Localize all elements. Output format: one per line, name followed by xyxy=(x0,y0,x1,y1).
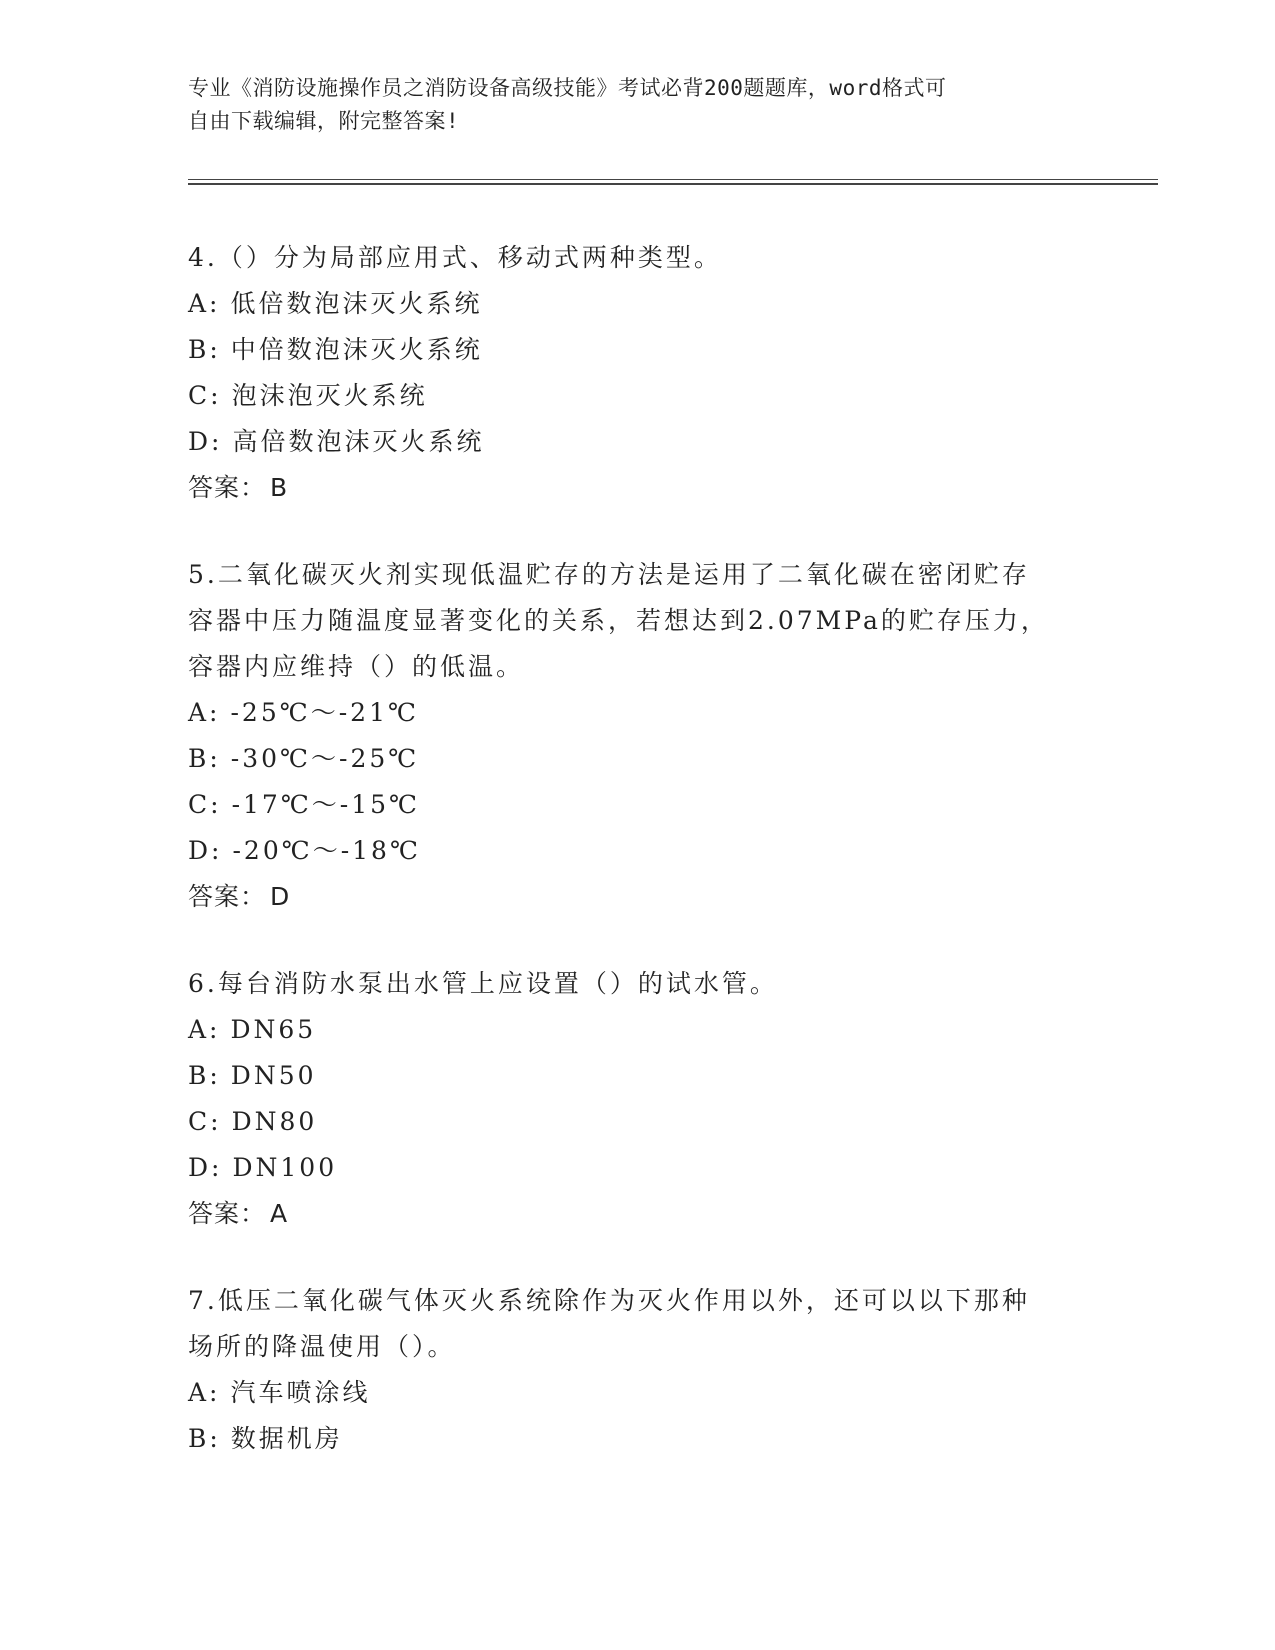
option-text: 数据机房 xyxy=(230,1424,343,1453)
option-item xyxy=(188,1416,1088,1462)
option-text: DN80 xyxy=(231,1107,318,1136)
option-item xyxy=(188,1099,1088,1145)
question-text: 容器内应维持（）的低温。 xyxy=(188,652,525,681)
option-item xyxy=(188,373,1088,419)
option-text: 泡沫泡灭火系统 xyxy=(231,381,428,410)
option-letter: B: xyxy=(188,744,221,773)
option-letter: D: xyxy=(188,1153,223,1182)
question-text: 5.二氧化碳灭火剂实现低温贮存的方法是运用了二氧化碳在密闭贮存 xyxy=(188,560,1030,589)
answer-value: D xyxy=(270,882,291,911)
question-text: 7.低压二氧化碳气体灭火系统除作为灭火作用以外，还可以以下那种 xyxy=(188,1286,1030,1315)
option-item xyxy=(188,281,1088,327)
question-block xyxy=(188,552,1088,920)
question-text: 6.每台消防水泵出水管上应设置（）的试水管。 xyxy=(188,969,778,998)
option-text: -17℃～-15℃ xyxy=(231,790,421,819)
option-item xyxy=(188,690,1088,736)
answer-label: 答案： xyxy=(188,473,267,502)
option-item xyxy=(188,1007,1088,1053)
option-letter: A: xyxy=(188,698,221,727)
option-letter: B: xyxy=(188,1424,221,1453)
option-letter: B: xyxy=(188,1061,221,1090)
option-text: -30℃～-25℃ xyxy=(230,744,420,773)
option-item xyxy=(188,828,1088,874)
option-letter: D: xyxy=(188,836,223,865)
option-letter: B: xyxy=(188,335,221,364)
header-divider-thick xyxy=(188,183,1158,185)
option-text: -25℃～-21℃ xyxy=(230,698,419,727)
answer-line xyxy=(188,465,1088,511)
header-line-2: 自由下载编辑，附完整答案! xyxy=(188,109,460,133)
option-item xyxy=(188,419,1088,465)
question-block xyxy=(188,961,1088,1237)
option-letter: A: xyxy=(188,1015,221,1044)
option-letter: C: xyxy=(188,1107,222,1136)
option-item xyxy=(188,327,1088,373)
answer-value: B xyxy=(270,473,289,502)
option-text: DN50 xyxy=(230,1061,317,1090)
option-item xyxy=(188,1053,1088,1099)
option-text: -20℃～-18℃ xyxy=(232,836,421,865)
document-header xyxy=(188,72,1068,138)
option-text: DN65 xyxy=(230,1015,317,1044)
option-letter: D: xyxy=(188,427,223,456)
option-item xyxy=(188,1370,1088,1416)
option-letter: A: xyxy=(188,1378,221,1407)
question-text: 场所的降温使用（）。 xyxy=(188,1332,456,1361)
question-text: 4.（）分为局部应用式、移动式两种类型。 xyxy=(188,243,722,272)
option-letter: C: xyxy=(188,790,222,819)
option-text: 低倍数泡沫灭火系统 xyxy=(230,289,483,318)
option-text: DN100 xyxy=(232,1153,338,1182)
question-list xyxy=(188,235,1088,1503)
question-text: 容器中压力随温度显著变化的关系，若想达到2.07MPa的贮存压力， xyxy=(188,606,1049,635)
question-block xyxy=(188,235,1088,511)
answer-label: 答案： xyxy=(188,882,267,911)
answer-line xyxy=(188,1191,1088,1237)
option-text: 中倍数泡沫灭火系统 xyxy=(230,335,483,364)
option-text: 高倍数泡沫灭火系统 xyxy=(232,427,485,456)
option-text: 汽车喷涂线 xyxy=(230,1378,371,1407)
option-letter: A: xyxy=(188,289,221,318)
answer-line xyxy=(188,874,1088,920)
option-item xyxy=(188,782,1088,828)
answer-label: 答案： xyxy=(188,1199,267,1228)
answer-value: A xyxy=(270,1199,289,1228)
option-item xyxy=(188,1145,1088,1191)
header-divider-thin xyxy=(188,179,1158,180)
option-item xyxy=(188,736,1088,782)
question-block xyxy=(188,1278,1088,1462)
header-line-1: 专业《消防设施操作员之消防设备高级技能》考试必背200题题库，word格式可 xyxy=(188,76,947,100)
option-letter: C: xyxy=(188,381,222,410)
